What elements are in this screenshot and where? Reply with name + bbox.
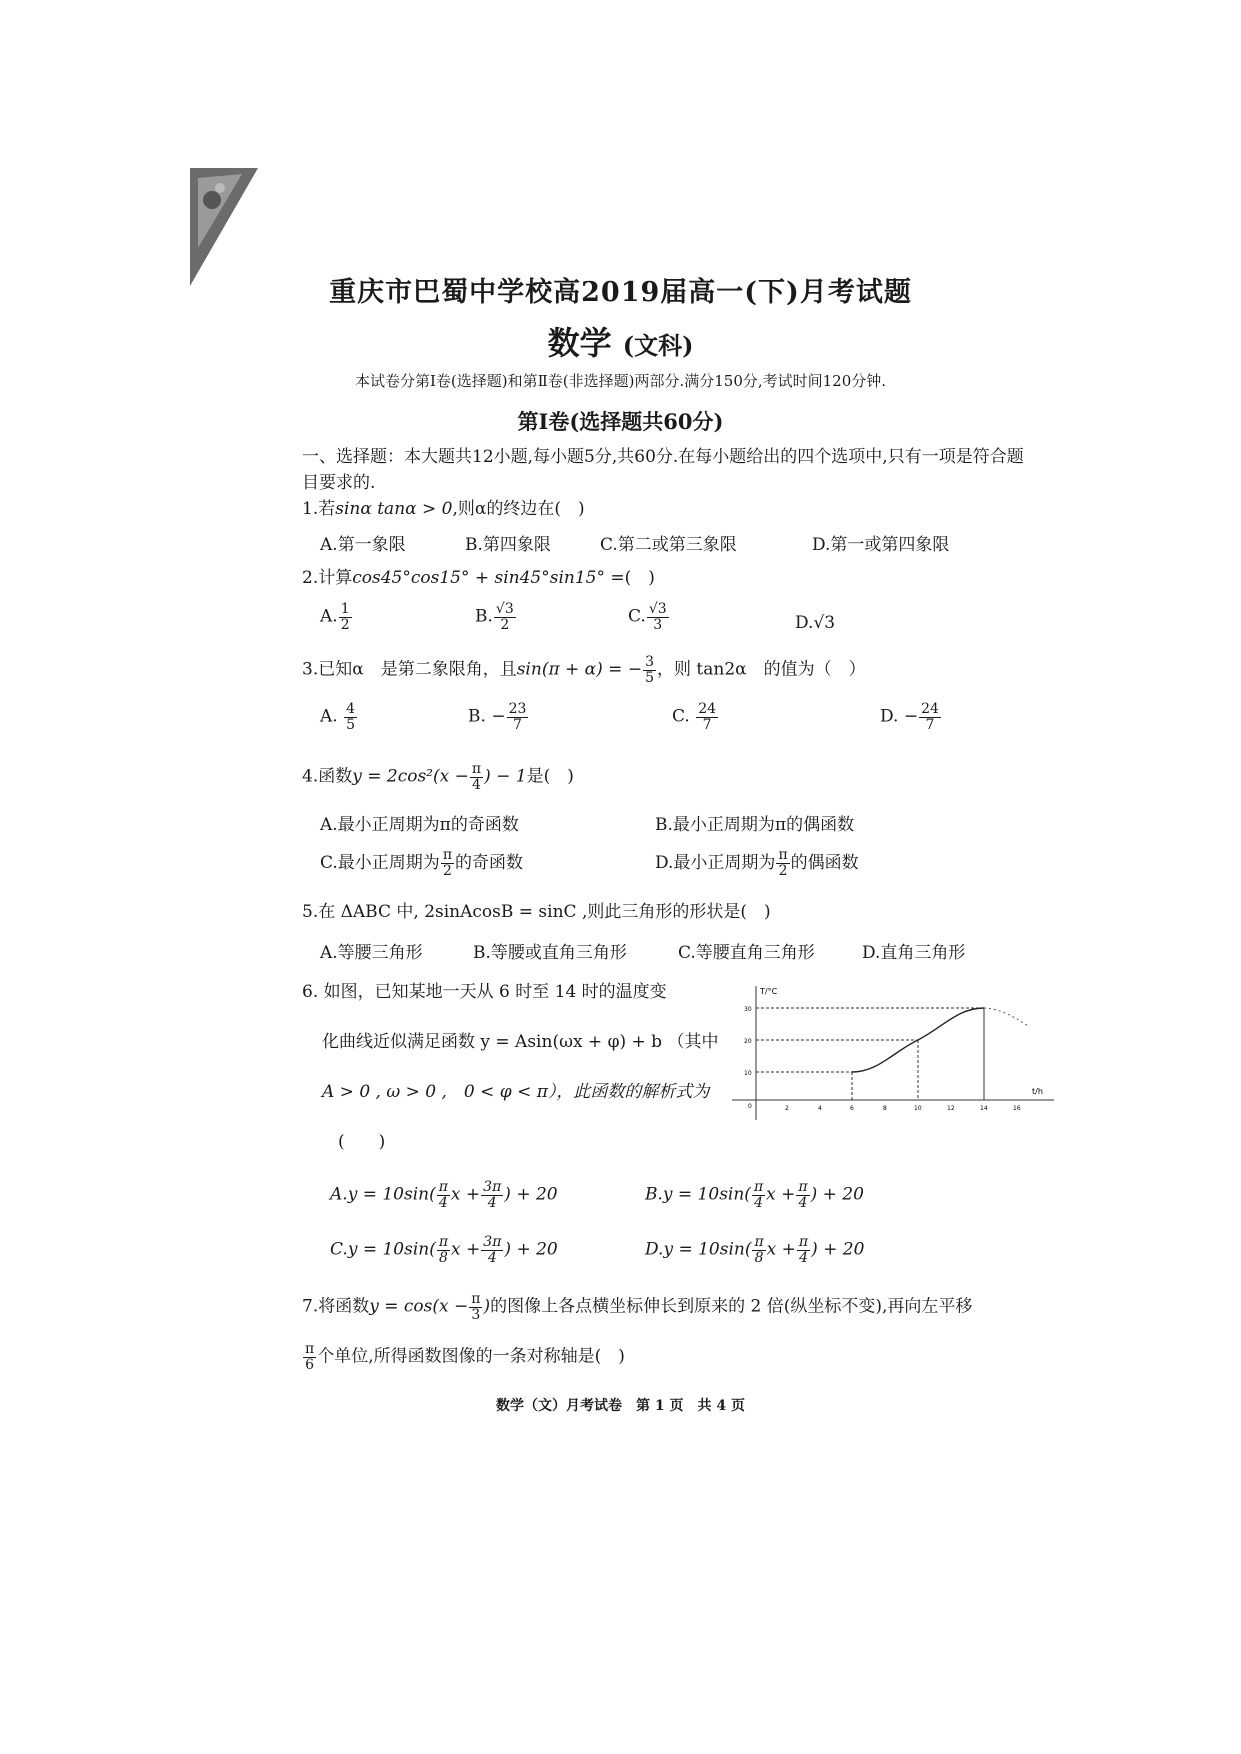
q6-a-post: ) + 20 <box>504 1184 558 1205</box>
q3-option-a[interactable] <box>320 702 358 732</box>
q6-a-f1-num: π <box>438 1179 448 1195</box>
q6-d-f1-den: 8 <box>754 1249 764 1266</box>
question-2 <box>302 566 655 592</box>
q7-l2-num: π <box>305 1341 315 1357</box>
q7-post: 的图像上各点横坐标伸长到原来的 2 倍(纵坐标不变),再向左平移 <box>490 1296 973 1317</box>
q7-l2-den: 6 <box>305 1356 315 1373</box>
q6-c-mid: x + <box>451 1239 481 1260</box>
q4-option-c[interactable] <box>320 848 523 879</box>
q7-line2-fraction <box>303 1342 316 1372</box>
temperature-graph <box>728 982 1058 1132</box>
q3-a-label: A. <box>320 706 338 727</box>
q4-c-fraction <box>441 848 454 878</box>
q6-d-pre: y = 10sin( <box>663 1239 752 1260</box>
graph-xtick-4: 4 <box>818 1105 822 1112</box>
q4-post: 是( ) <box>526 766 574 787</box>
graph-y-label: T/°C <box>760 987 778 996</box>
q3-b-sign: − <box>491 706 506 727</box>
exam-note: 本试卷分第Ⅰ卷(选择题)和第Ⅱ卷(非选择题)两部分.满分150分,考试时间120分钟. <box>354 372 887 390</box>
q6-line3: A > 0 , ω > 0 , 0 < φ < π），此函数的解析式为 <box>322 1082 710 1102</box>
q5-option-a[interactable]: A.等腰三角形 <box>320 943 423 963</box>
q2-a-den: 2 <box>340 616 350 633</box>
subject-name: 数学 <box>547 324 612 362</box>
q6-d-frac1 <box>752 1235 765 1265</box>
q3-c-fraction <box>696 702 718 732</box>
scan-corner-shadow <box>190 168 258 286</box>
q4-frac-num: π <box>471 761 482 777</box>
q1-pre: 1.若 <box>302 499 336 519</box>
q4-d-fraction <box>776 848 789 878</box>
q6-b-label: B. <box>645 1184 663 1205</box>
q3-a-num: 4 <box>346 701 356 717</box>
q3-c-label: C. <box>672 706 690 727</box>
q2-pre: 2.计算 <box>302 568 353 588</box>
q4-frac-den: 4 <box>472 776 481 793</box>
q6-a-frac1 <box>437 1180 450 1210</box>
q2-b-label: B. <box>475 606 493 627</box>
q1-option-a[interactable]: A.第一象限 <box>320 535 406 555</box>
page-footer: 数学（文）月考试卷 第 1 页 共 4 页 <box>496 1398 745 1414</box>
graph-ytick-0: 0 <box>748 1103 752 1110</box>
q3-frac-den: 5 <box>645 669 654 686</box>
q6-option-b[interactable] <box>645 1180 864 1210</box>
q6-a-f1-den: 4 <box>438 1194 448 1211</box>
q4-pre: 4.函数 <box>302 766 353 787</box>
q6-b-frac2 <box>796 1180 809 1210</box>
section-title: 第Ⅰ卷(选择题共60分) <box>517 409 724 434</box>
graph-ytick-30: 30 <box>744 1006 752 1013</box>
q6-a-mid: x + <box>450 1184 481 1205</box>
question-7 <box>302 1292 972 1322</box>
instructions-line2: 目要求的. <box>302 473 376 493</box>
q6-b-f2-den: 4 <box>798 1194 808 1211</box>
subject-heading <box>0 318 1241 364</box>
q5-option-c[interactable]: C.等腰直角三角形 <box>678 943 815 963</box>
q2-a-num: 1 <box>340 601 350 617</box>
q3-a-fraction <box>344 702 357 732</box>
q6-c-frac2 <box>481 1235 503 1265</box>
q3-fraction <box>643 655 656 685</box>
q3-d-sign: − <box>903 706 919 727</box>
q2-d-value: √3 <box>813 613 836 633</box>
q4-c-pre: C.最小正周期为 <box>320 853 440 873</box>
q6-a-f2-num: 3π <box>483 1179 502 1195</box>
q6-c-f2-den: 4 <box>487 1249 497 1266</box>
q2-d-label: D. <box>795 613 814 633</box>
graph-xtick-10: 10 <box>914 1105 922 1112</box>
q4-d-pre: D.最小正周期为 <box>655 853 776 873</box>
q6-c-f1-num: π <box>438 1234 449 1250</box>
q6-d-post: ) + 20 <box>811 1239 865 1260</box>
q2-c-num: √3 <box>648 601 667 617</box>
q3-option-b[interactable] <box>468 702 529 732</box>
q3-d-den: 7 <box>925 716 935 733</box>
q6-c-f2-num: 3π <box>483 1234 502 1250</box>
q4-d-post: 的偶函数 <box>790 853 859 873</box>
q4-option-b[interactable]: B.最小正周期为π的偶函数 <box>655 815 855 835</box>
q7-expr: y = cos(x − <box>369 1296 469 1317</box>
q3-expr: sin(π + α) = − <box>516 659 643 680</box>
q6-a-label: A. <box>330 1184 348 1205</box>
q6-answer-paren: ( ) <box>338 1132 386 1152</box>
q6-d-frac2 <box>797 1235 810 1265</box>
instructions-line1: 一、选择题：本大题共12小题,每小题5分,共60分.在每小题给出的四个选项中,只有一项是符合题 <box>302 447 1024 467</box>
q6-line2: 化曲线近似满足函数 y = Asin(ωx + φ) + b （其中 <box>322 1032 719 1052</box>
q7-line2-text: 个单位,所得函数图像的一条对称轴是( ) <box>317 1346 625 1367</box>
q6-b-f2-num: π <box>798 1179 808 1195</box>
q7-pre: 7.将函数 <box>302 1296 370 1317</box>
question-5: 5.在 ΔABC 中, 2sinAcosB = sinC ,则此三角形的形状是( ) <box>302 902 771 922</box>
q2-option-d[interactable] <box>795 613 835 633</box>
q4-c-post: 的奇函数 <box>455 853 524 873</box>
q5-option-b[interactable]: B.等腰或直角三角形 <box>473 943 627 963</box>
q6-option-d[interactable] <box>645 1235 864 1265</box>
graph-xtick-8: 8 <box>883 1105 887 1112</box>
q2-b-fraction <box>494 602 516 632</box>
q2-c-fraction <box>647 602 669 632</box>
graph-x-label: t/h <box>1032 1087 1043 1096</box>
q1-option-c[interactable]: C.第二或第三象限 <box>600 535 737 555</box>
q3-d-fraction <box>919 702 941 732</box>
q2-post: ( ) <box>624 568 655 588</box>
q2-a-fraction <box>339 602 352 632</box>
q6-b-mid: x + <box>766 1184 796 1205</box>
q4-expr-post: ) − 1 <box>484 766 527 787</box>
q4-d-den: 2 <box>778 863 788 879</box>
q4-expr: y = 2cos²(x − <box>352 766 469 787</box>
q1-option-b[interactable]: B.第四象限 <box>465 535 551 555</box>
graph-xtick-2: 2 <box>785 1105 789 1112</box>
q4-option-d[interactable] <box>655 848 859 879</box>
q3-b-den: 7 <box>513 716 522 733</box>
q3-a-den: 5 <box>346 716 356 733</box>
q3-frac-num: 3 <box>645 654 654 670</box>
q6-a-pre: y = 10sin( <box>347 1184 436 1205</box>
q3-d-num: 24 <box>921 701 939 717</box>
q2-option-b[interactable] <box>475 602 517 632</box>
question-3 <box>302 655 866 685</box>
q6-line1: 6. 如图，已知某地一天从 6 时至 14 时的温度变 <box>302 982 667 1002</box>
q3-b-fraction <box>507 702 529 732</box>
graph-xtick-6: 6 <box>850 1105 854 1112</box>
q3-option-c[interactable] <box>672 702 719 732</box>
q3-b-num: 23 <box>508 701 527 717</box>
question-4 <box>302 762 574 792</box>
q4-option-a[interactable]: A.最小正周期为π的奇函数 <box>320 815 519 835</box>
q1-post: ,则α的终边在( ) <box>452 499 585 519</box>
q2-option-a[interactable] <box>320 602 353 632</box>
q2-option-c[interactable] <box>628 602 670 632</box>
question-1 <box>302 497 585 523</box>
q1-option-d[interactable]: D.第一或第四象限 <box>812 535 950 555</box>
q2-expr: cos45°cos15° + sin45°sin15° = <box>352 568 625 588</box>
q2-b-den: 2 <box>500 616 510 633</box>
q6-b-f1-num: π <box>753 1179 764 1195</box>
q4-c-den: 2 <box>442 863 452 879</box>
q3-b-label: B. <box>468 706 486 727</box>
graph-curve-extension <box>984 1008 1028 1026</box>
q3-pre: 3.已知α 是第二象限角，且 <box>302 659 517 680</box>
q3-post: ，则 tan2α 的值为（ ） <box>657 659 866 680</box>
q4-fraction <box>470 762 483 792</box>
q2-c-label: C. <box>628 606 646 627</box>
q7-expr-post: ) <box>483 1296 491 1317</box>
q4-d-num: π <box>778 847 788 864</box>
q6-d-f2-den: 4 <box>799 1249 808 1266</box>
q6-option-c[interactable] <box>330 1235 558 1265</box>
q6-b-pre: y = 10sin( <box>662 1184 751 1205</box>
q3-option-d[interactable] <box>880 702 942 732</box>
graph-xtick-12: 12 <box>947 1105 955 1112</box>
q6-d-mid: x + <box>766 1239 796 1260</box>
q6-d-f1-num: π <box>754 1234 764 1250</box>
graph-xtick-14: 14 <box>980 1105 988 1112</box>
q6-b-post: ) + 20 <box>810 1184 864 1205</box>
q3-c-den: 7 <box>702 716 712 733</box>
q6-d-f2-num: π <box>798 1234 809 1250</box>
q6-option-a[interactable] <box>330 1180 558 1210</box>
q6-c-f1-den: 8 <box>438 1249 448 1266</box>
q6-d-label: D. <box>645 1239 664 1260</box>
q6-b-frac1 <box>752 1180 765 1210</box>
q4-c-num: π <box>442 847 453 864</box>
q6-c-post: ) + 20 <box>504 1239 558 1260</box>
q7-line2 <box>302 1342 625 1372</box>
graph-ytick-20: 20 <box>744 1038 752 1045</box>
q2-a-label: A. <box>320 606 338 627</box>
q6-c-frac1 <box>437 1235 450 1265</box>
q3-c-num: 24 <box>698 701 717 717</box>
q7-frac-num: π <box>471 1291 481 1307</box>
q6-a-f2-den: 4 <box>487 1194 497 1211</box>
q2-c-den: 3 <box>653 616 663 633</box>
q5-option-d[interactable]: D.直角三角形 <box>862 943 966 963</box>
q6-b-f1-den: 4 <box>754 1194 763 1211</box>
q6-c-label: C. <box>330 1239 348 1260</box>
q6-a-frac2 <box>481 1180 503 1210</box>
q3-d-label: D. <box>880 706 899 727</box>
q1-expr: sinα tanα > 0 <box>335 499 453 519</box>
exam-title: 重庆市巴蜀中学校高2019届高一(下)月考试题 <box>329 277 912 308</box>
graph-ytick-10: 10 <box>744 1070 752 1077</box>
q7-fraction <box>469 1292 482 1322</box>
graph-xtick-16: 16 <box>1013 1105 1021 1112</box>
q7-frac-den: 3 <box>471 1306 481 1323</box>
q6-c-pre: y = 10sin( <box>347 1239 436 1260</box>
q2-b-num: √3 <box>495 601 514 617</box>
subject-suffix: (文科) <box>622 331 694 360</box>
